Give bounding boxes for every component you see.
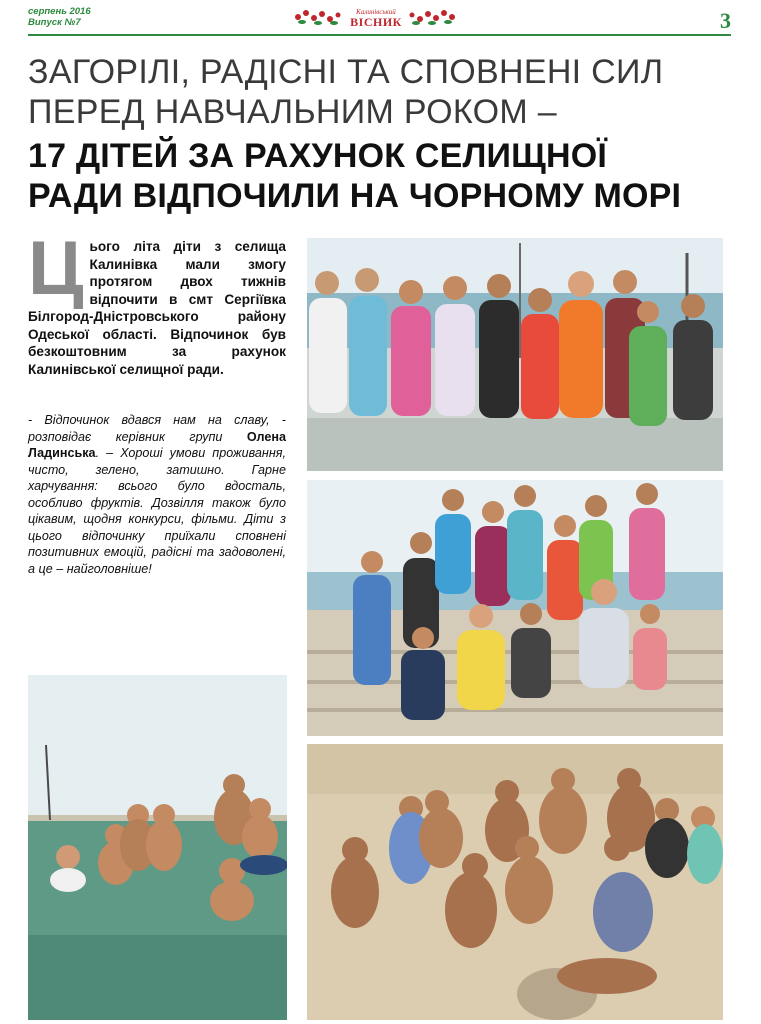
photo-kids-on-beach (307, 744, 723, 1020)
group-leader-name: Олена Ладинська (28, 429, 286, 460)
page-number: 3 (720, 8, 731, 33)
masthead-title: ВІСНИК (350, 15, 402, 29)
quote-text-2: . – Хороші умови проживання, чисто, зелено, затишно. Гарне харчування: всього було вдосталь, особливо фруктів. Дозвілля також було цікавим, щодня конкурси, фільми. Діти з цього відпочинку приїхали сповнені позитивних емоцій, радісні та задоволені, а це – найголовніше! (28, 446, 286, 576)
article-headline (28, 52, 728, 216)
headline-line-3: 17 ДІТЕЙ ЗА РАХУНОК СЕЛИЩНОЇ (28, 137, 607, 175)
lead-text: ього літа діти з селища Калинівка мали змогу протягом двох тижнів відпочити в смт Сергіївка Білгород-Дністровського району Одеської області. Відпочинок був безкоштовним за рахунок Калинівської селищної ради. (28, 239, 286, 377)
photo-group-on-steps (307, 480, 723, 736)
photo-kids-in-sea (28, 675, 287, 1020)
masthead-subtitle: Калинівський (356, 8, 396, 16)
header-divider (28, 34, 731, 36)
article-body (28, 412, 286, 577)
article-lead (28, 226, 286, 378)
photo-group-on-pier (307, 238, 723, 471)
quote-text-1: - Відпочинок вдався нам на славу, - розповідає керівник групи (28, 413, 286, 444)
issue-date: серпень 2016 (28, 6, 91, 17)
headline-line-1: ЗАГОРІЛІ, РАДІСНІ ТА СПОВНЕНІ СИЛ (28, 53, 664, 91)
issue-number: Випуск №7 (28, 17, 81, 28)
masthead-logo (290, 4, 460, 30)
issue-info (28, 6, 91, 28)
drop-cap: Ц (28, 226, 84, 311)
headline-line-2: ПЕРЕД НАВЧАЛЬНИМ РОКОМ – (28, 93, 557, 131)
headline-line-4: РАДИ ВІДПОЧИЛИ НА ЧОРНОМУ МОРІ (28, 177, 682, 215)
